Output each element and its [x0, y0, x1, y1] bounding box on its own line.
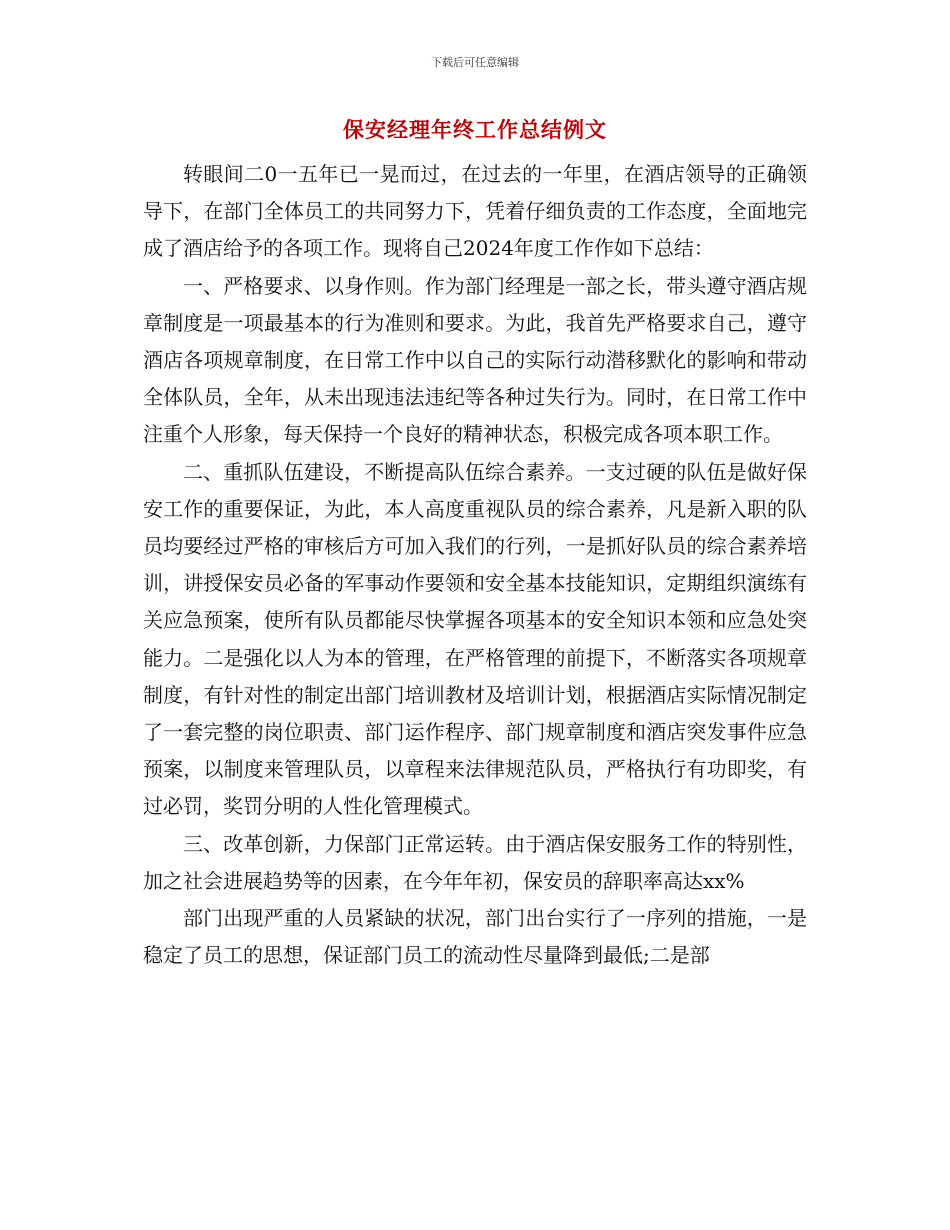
- document-body: [143, 156, 807, 974]
- paragraph-intro: 转眼间二0一五年已一晃而过，在过去的一年里，在酒店领导的正确领导下，在部门全体员工的共同努力下，凭着仔细负责的工作态度，全面地完成了酒店给予的各项工作。现将自己2024年度工作作如下总结：: [143, 162, 807, 261]
- header-note: 下载后可任意编辑: [431, 56, 519, 69]
- paragraph-section-1: 一、严格要求、以身作则。作为部门经理是一部之长，带头遵守酒店规章制度是一项最基本的行为准则和要求。为此，我首先严格要求自己，遵守酒店各项规章制度，在日常工作中以自己的实际行动潜移默化的影响和带动全体队员，全年，从未出现违法违纪等各种过失行为。同时，在日常工作中注重个人形象，每天保持一个良好的精神状态，积极完成各项本职工作。: [143, 273, 807, 447]
- document-title: 保安经理年终工作总结例文: [343, 118, 607, 142]
- paragraph-section-3: 三、改革创新，力保部门正常运转。由于酒店保安服务工作的特别性，加之社会进展趋势等的因素，在今年年初，保安员的辞职率高达xx%: [143, 831, 807, 893]
- paragraph-section-2: 二、重抓队伍建设，不断提高队伍综合素养。一支过硬的队伍是做好保安工作的重要保证，为此，本人高度重视队员的综合素养，凡是新入职的队员均要经过严格的审核后方可加入我们的行列，一是抓好队员的综合素养培训，讲授保安员必备的军事动作要领和安全基本技能知识，定期组织演练有关应急预案，使所有队员都能尽快掌握各项基本的安全知识本领和应急处突能力。二是强化以人为本的管理，在严格管理的前提下，不断落实各项规章制度，有针对性的制定出部门培训教材及培训计划，根据酒店实际情况制定了一套完整的岗位职责、部门运作程序、部门规章制度和酒店突发事件应急预案，以制度来管理队员，以章程来法律规范队员，严格执行有功即奖，有过必罚，奖罚分明的人性化管理模式。: [143, 459, 807, 819]
- paragraph-continuation: 部门出现严重的人员紧缺的状况，部门出台实行了一序列的措施，一是稳定了员工的思想，保证部门员工的流动性尽量降到最低;二是部: [143, 906, 807, 968]
